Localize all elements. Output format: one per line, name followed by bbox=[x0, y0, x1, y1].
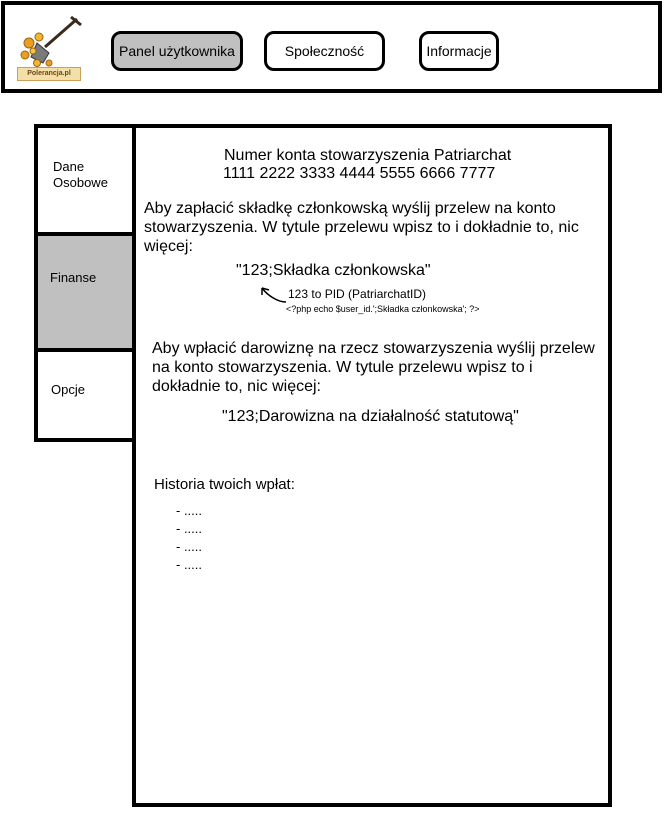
donation-instruction-line: na konto stowarzyszenia. W tytule przelewu wpisz to i bbox=[152, 359, 533, 376]
sidebar-item-label: Dane bbox=[53, 159, 85, 174]
donation-instruction-line: Aby wpłacić darowiznę na rzecz stowarzyszenia wyślij przelew bbox=[152, 340, 595, 357]
sidebar-item-finance[interactable] bbox=[38, 236, 132, 348]
list-item: - ..... bbox=[176, 503, 202, 518]
list-item: - ..... bbox=[176, 557, 202, 572]
logo-text: Polerancja.pl bbox=[17, 67, 81, 81]
shovel-coins-icon bbox=[15, 13, 85, 73]
sidebar-item-options[interactable] bbox=[38, 352, 132, 438]
sidebar-item-label: Finanse bbox=[50, 270, 97, 285]
fee-instruction-line: Aby zapłacić składkę członkowską wyślij przelew na konto bbox=[144, 200, 556, 217]
sidebar bbox=[34, 124, 136, 442]
donation-transfer-title: "123;Darowizna na działalność statutową" bbox=[222, 408, 519, 425]
payment-history-heading: Historia twoich wpłat: bbox=[154, 476, 295, 493]
curved-arrow-icon bbox=[256, 282, 290, 308]
list-item: - ..... bbox=[176, 539, 202, 554]
sidebar-item-label: Opcje bbox=[51, 382, 85, 397]
donation-instruction-line: dokładnie to, nic więcej: bbox=[152, 378, 321, 395]
fee-transfer-title: "123;Składka członkowska" bbox=[236, 262, 431, 279]
sidebar-item-personal-data[interactable] bbox=[38, 128, 132, 232]
account-number: 1111 2222 3333 4444 5555 6666 7777 bbox=[223, 165, 496, 182]
finance-content-panel bbox=[132, 124, 612, 807]
php-code-snippet: <?php echo $user_id.';Składka członkowska'; ?> bbox=[286, 304, 480, 314]
pid-note: 123 to PID (PatriarchatID) bbox=[288, 287, 427, 301]
nav-community-button[interactable]: Społeczność bbox=[264, 31, 385, 71]
nav-user-panel-button[interactable]: Panel użytkownika bbox=[111, 31, 243, 71]
sidebar-item-label: Osobowe bbox=[53, 175, 108, 190]
fee-instruction-line: więcej: bbox=[144, 238, 193, 255]
account-title: Numer konta stowarzyszenia Patriarchat bbox=[224, 147, 512, 164]
header-bar bbox=[1, 1, 662, 93]
list-item: - ..... bbox=[176, 521, 202, 536]
nav-information-button[interactable]: Informacje bbox=[419, 31, 499, 71]
fee-instruction-line: stowarzyszenia. W tytule przelewu wpisz to i dokładnie to, nic bbox=[144, 219, 579, 236]
